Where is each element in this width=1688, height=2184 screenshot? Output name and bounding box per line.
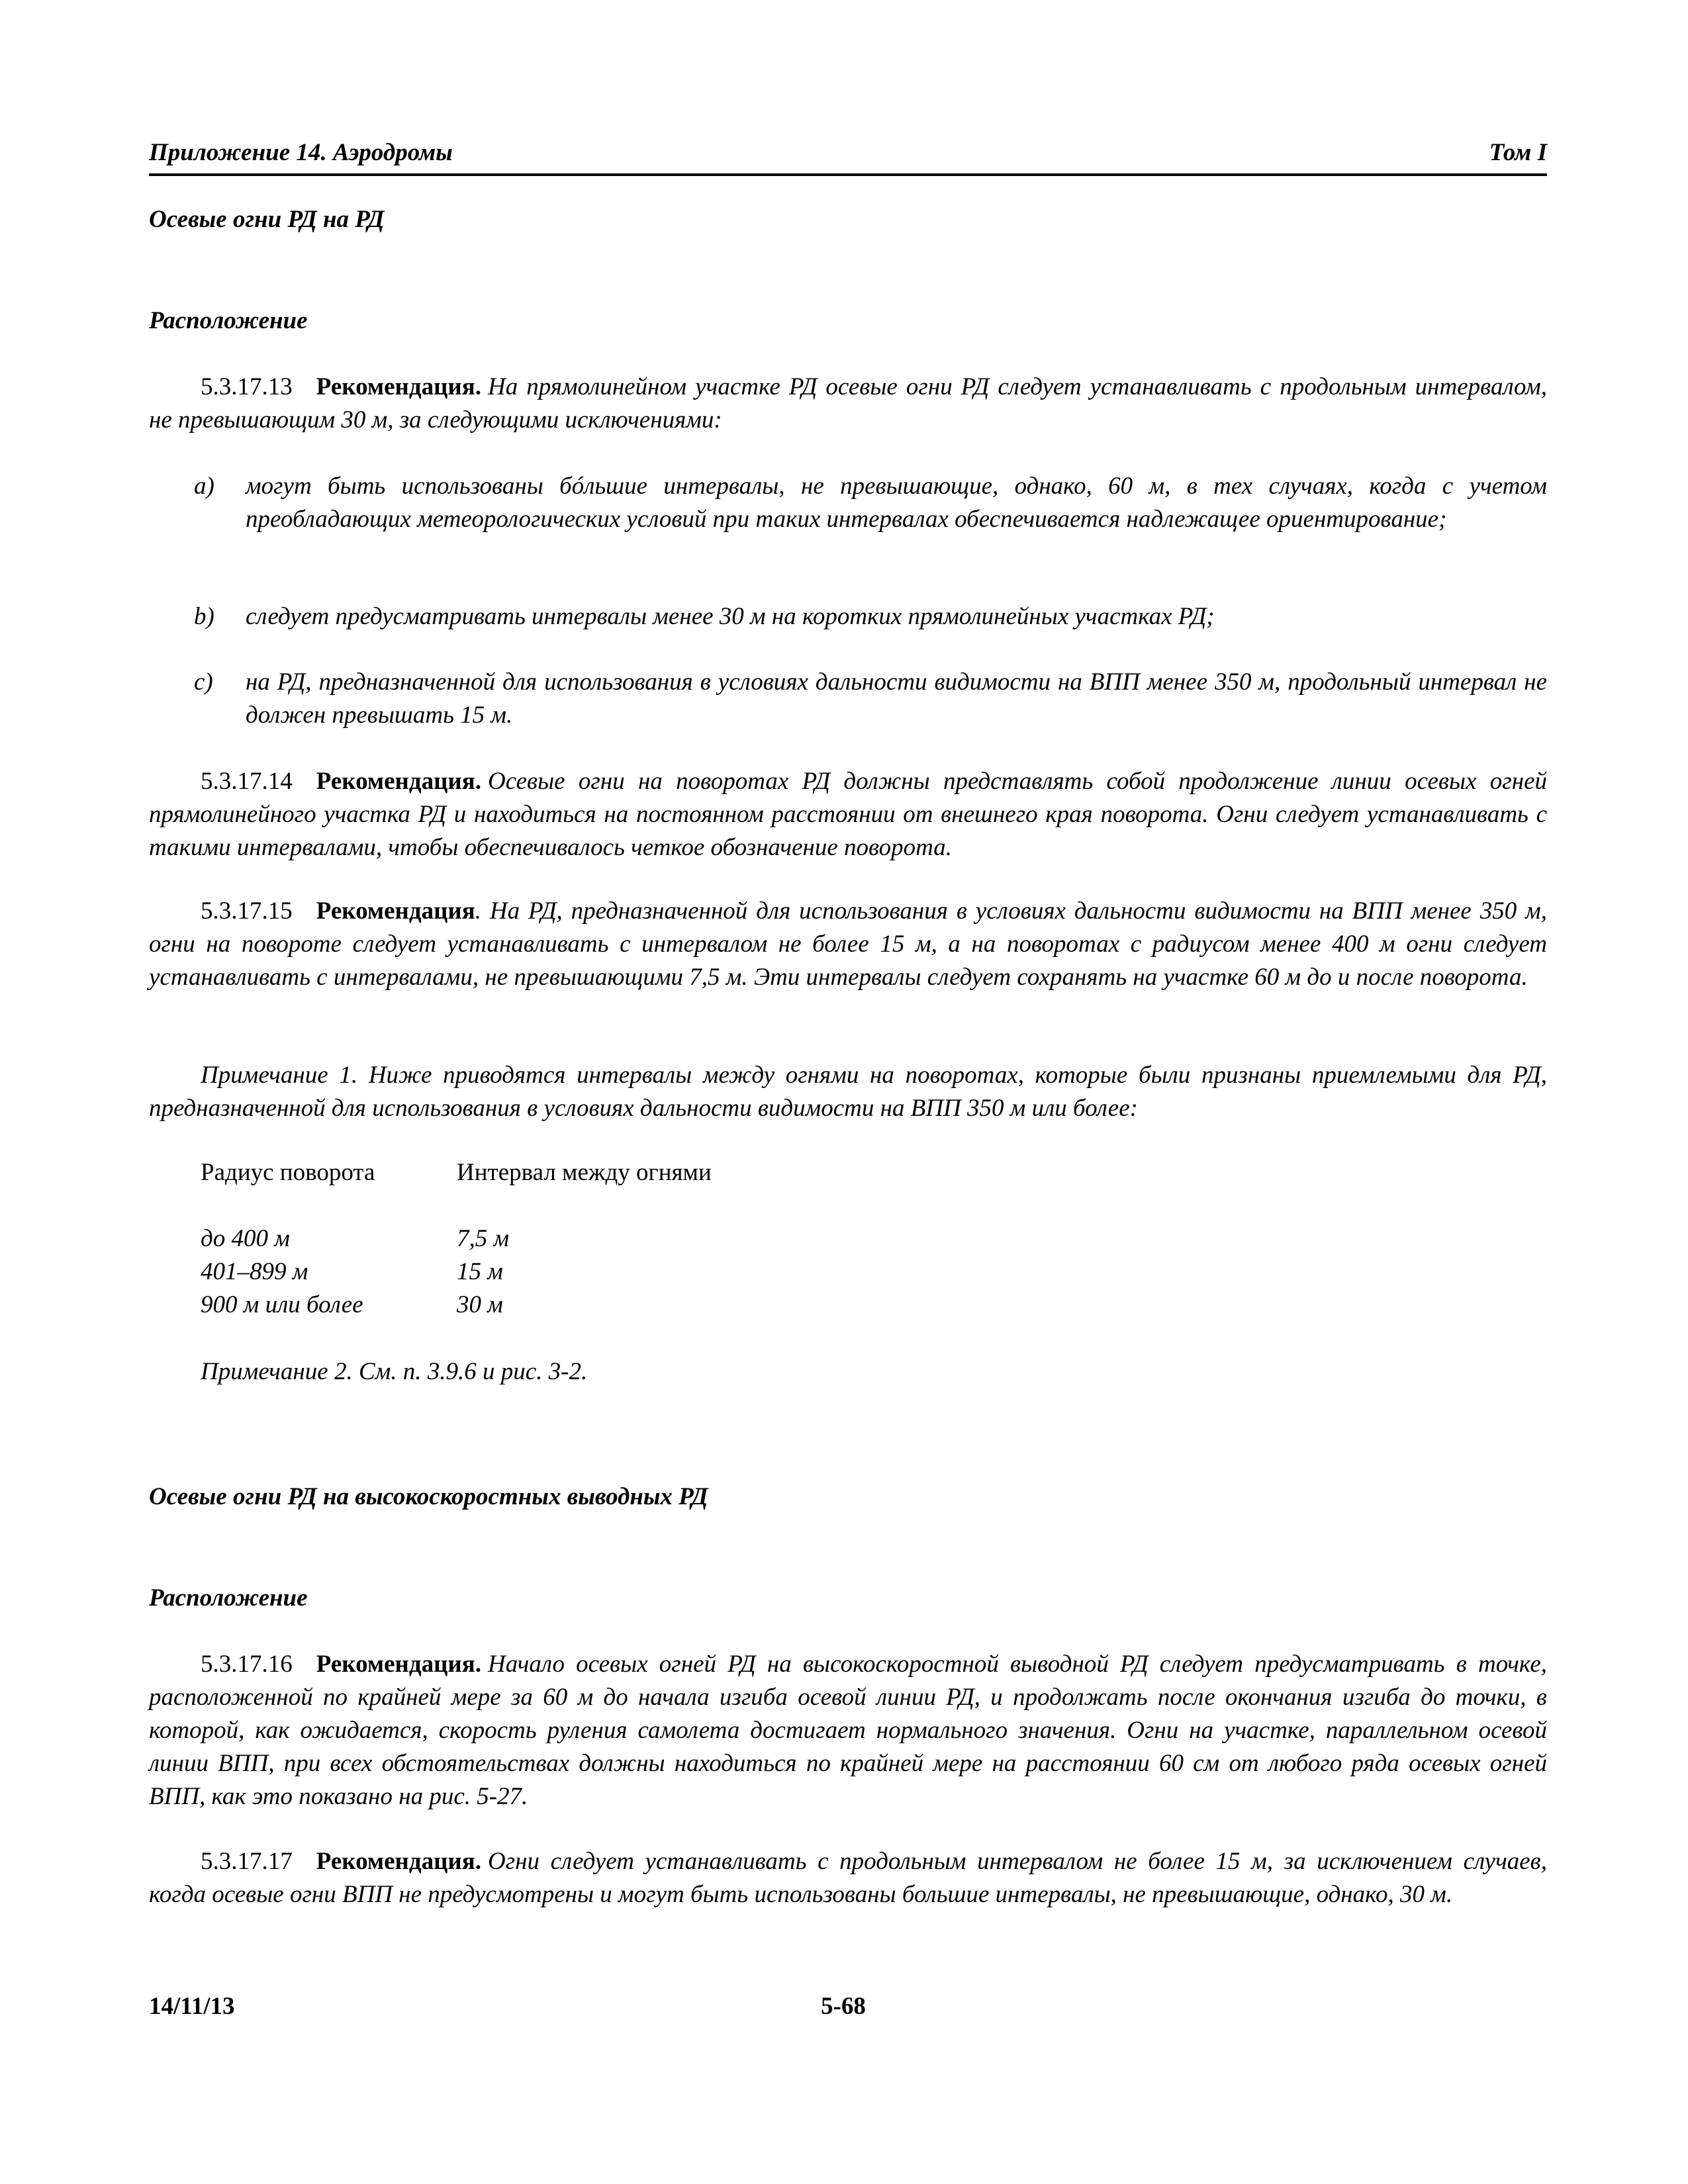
table-row: [0, 1291, 794, 1324]
recommendation-label: Рекомендация.: [316, 1651, 481, 1678]
paragraph-5-3-17-17: [149, 1845, 1547, 1911]
header-volume: Том I: [1489, 139, 1547, 166]
paragraph-number: 5.3.17.13: [201, 373, 293, 400]
recommendation-label: Рекомендация.: [316, 1848, 481, 1875]
section-subheading: Расположение: [149, 307, 308, 334]
paragraph-number: 5.3.17.14: [201, 768, 293, 795]
paragraph-5-3-17-15: [149, 895, 1547, 994]
table-cell: 900 м или более: [201, 1291, 363, 1318]
list-item-text: могут быть использованы бóльшие интервалы, не превышающие, однако, 60 м, в тех случаях, когда с учетом преобладающих метеорологических условий при таких интервалах обеспечивается надлежащее ориентирование;: [246, 473, 1547, 533]
header-title: Приложение 14. Аэродромы: [149, 139, 453, 166]
table-row: [0, 1224, 794, 1257]
paragraph-5-3-17-14: [149, 765, 1547, 864]
section-heading: Осевые огни РД на высокоскоростных выводных РД: [149, 1483, 708, 1510]
paragraph-number: 5.3.17.16: [201, 1651, 293, 1678]
list-item-text: следует предусматривать интервалы менее 30 м на коротких прямолинейных участках РД;: [246, 603, 1215, 630]
running-header: [149, 132, 1547, 176]
paragraph-number: 5.3.17.15: [201, 897, 293, 925]
paragraph-number: 5.3.17.17: [201, 1848, 293, 1875]
table-cell: 15 м: [457, 1258, 503, 1285]
paragraph-text: . На РД, предназначенной для использования в условиях дальности видимости на ВПП менее 350 м, огни на повороте следует устанавливать с интервалом не более 15 м, а на поворотах с радиусом менее 400 м огни следует устанавливать с интервалами, не превышающими 7,5 м. Эти интервалы следует сохранять на участке 60 м до и после поворота.: [149, 897, 1547, 991]
paragraph-5-3-17-16: [149, 1648, 1547, 1813]
paragraph-5-3-17-13: [149, 371, 1547, 437]
table-cell: 401–899 м: [201, 1258, 308, 1285]
recommendation-label: Рекомендация: [316, 897, 475, 925]
table-header-row: [0, 1158, 794, 1191]
spacing-table: [0, 1158, 794, 1330]
table-header-radius: Радиус поворота: [201, 1159, 375, 1186]
page-number: 5-68: [821, 1993, 866, 2020]
table-row: [0, 1257, 794, 1291]
list-item-text: на РД, предназначенной для использования в условиях дальности видимости на ВПП менее 350 м, продольный интервал не должен превышать 15 м.: [246, 668, 1547, 729]
note-text: Примечание 2. См. п. 3.9.6 и рис. 3-2.: [201, 1358, 588, 1385]
list-marker: b): [194, 603, 214, 630]
recommendation-label: Рекомендация.: [316, 768, 481, 795]
list-item: [194, 666, 1547, 732]
table-header-interval: Интервал между огнями: [457, 1159, 712, 1186]
list-item: [194, 600, 1547, 633]
recommendation-label: Рекомендация.: [316, 373, 481, 400]
list-marker: a): [194, 473, 214, 500]
paragraph-text: На прямолинейном участке РД осевые огни РД следует устанавливать с продольным интервалом, не превышающим 30 м, за следующими исключениями:: [149, 373, 1547, 433]
section-heading: Осевые огни РД на РД: [149, 206, 385, 233]
paragraph-text: Осевые огни на поворотах РД должны представлять собой продолжение линии осевых огней прямолинейного участка РД и находиться на постоянном расстоянии от внешнего края поворота. Огни следует устанавливать с такими интервалами, чтобы обеспечивалось четкое обозначение поворота.: [149, 768, 1547, 861]
section-subheading: Расположение: [149, 1584, 308, 1612]
table-cell: 7,5 м: [457, 1225, 510, 1252]
list-marker: c): [194, 668, 213, 696]
note-text: Примечание 1. Ниже приводятся интервалы между огнями на поворотах, которые были признаны приемлемыми для РД, предназначенной для использования в условиях дальности видимости на ВПП 350 м или более:: [149, 1062, 1547, 1122]
paragraph-text: Начало осевых огней РД на высокоскоростной выводной РД следует предусматривать в точке, расположенной по крайней мере за 60 м до начала изгиба осевой линии РД, и продолжать после окончания изгиба до точки, в которой, как ожидается, скорость руления самолета достигает нормального значения. Огни на участке, параллельном осевой линии ВПП, при всех обстоятельствах должны находиться по крайней мере на расстоянии 60 см от любого ряда осевых огней ВПП, как это показано на рис. 5-27.: [149, 1651, 1547, 1810]
footer-date: 14/11/13: [149, 1993, 235, 2020]
note-2: [149, 1355, 1547, 1388]
list-item: [194, 470, 1547, 536]
note-1: [149, 1059, 1547, 1125]
table-cell: до 400 м: [201, 1225, 290, 1252]
paragraph-text: Огни следует устанавливать с продольным интервалом не более 15 м, за исключением случаев, когда осевые огни ВПП не предусмотрены и могут быть использованы большие интервалы, не превышающие, однако, 30 м.: [149, 1848, 1547, 1908]
table-cell: 30 м: [457, 1291, 503, 1318]
